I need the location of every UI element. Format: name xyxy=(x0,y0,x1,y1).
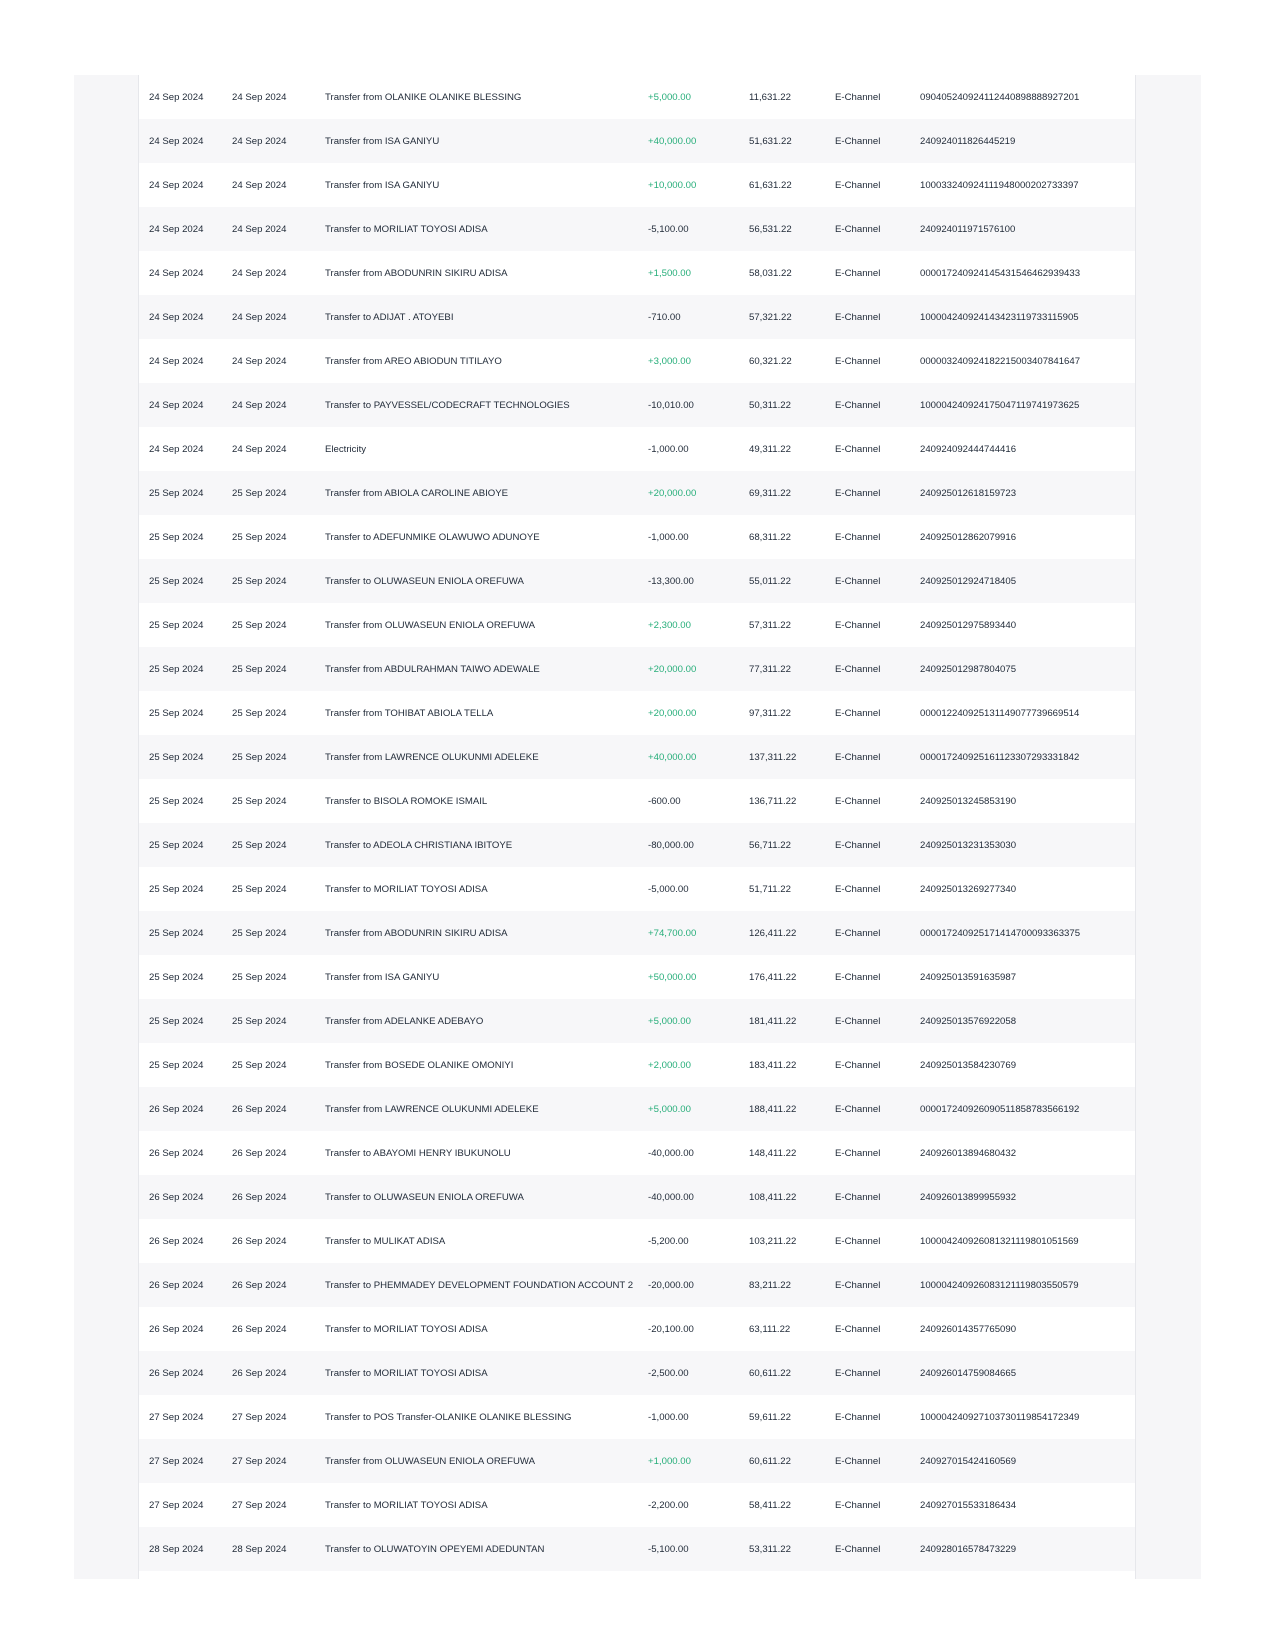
description: Transfer from ISA GANIYU xyxy=(325,971,440,983)
balance: 56,531.22 xyxy=(749,223,792,235)
description: Transfer from TOHIBAT ABIOLA TELLA xyxy=(325,707,494,719)
table-row xyxy=(139,603,1135,647)
table-row xyxy=(139,339,1135,383)
value-date: 26 Sep 2024 xyxy=(232,1103,287,1115)
channel: E-Channel xyxy=(835,487,881,499)
reference: 240926014357765090 xyxy=(920,1323,1017,1335)
table-row xyxy=(139,515,1135,559)
description: Transfer to OLUWASEUN ENIOLA OREFUWA xyxy=(325,575,524,587)
reference: 240927015533186434 xyxy=(920,1499,1017,1511)
transaction-date: 25 Sep 2024 xyxy=(149,619,204,631)
balance: 60,611.22 xyxy=(749,1455,791,1467)
transaction-date: 26 Sep 2024 xyxy=(149,1279,204,1291)
balance: 49,311.22 xyxy=(749,443,791,455)
transaction-date: 28 Sep 2024 xyxy=(149,1543,204,1555)
value-date: 25 Sep 2024 xyxy=(232,487,287,499)
value-date: 24 Sep 2024 xyxy=(232,223,287,235)
channel: E-Channel xyxy=(835,1499,881,1511)
table-row xyxy=(139,295,1135,339)
description: Transfer to MORILIAT TOYOSI ADISA xyxy=(325,1367,488,1379)
amount: -40,000.00 xyxy=(648,1191,694,1203)
table-row xyxy=(139,427,1135,471)
amount: -5,100.00 xyxy=(648,223,689,235)
channel: E-Channel xyxy=(835,575,881,587)
value-date: 24 Sep 2024 xyxy=(232,355,287,367)
table-row xyxy=(139,251,1135,295)
value-date: 27 Sep 2024 xyxy=(232,1499,287,1511)
description: Transfer to ADIJAT . ATOYEBI xyxy=(325,311,454,323)
value-date: 24 Sep 2024 xyxy=(232,311,287,323)
transaction-date: 27 Sep 2024 xyxy=(149,1455,204,1467)
table-row xyxy=(139,163,1135,207)
table-row xyxy=(139,383,1135,427)
channel: E-Channel xyxy=(835,795,881,807)
table-row xyxy=(139,691,1135,735)
transaction-date: 26 Sep 2024 xyxy=(149,1103,204,1115)
channel: E-Channel xyxy=(835,1455,881,1467)
reference: 240926013899955932 xyxy=(920,1191,1017,1203)
table-row xyxy=(139,75,1135,119)
reference: 090405240924112440898888927201 xyxy=(920,91,1080,103)
value-date: 25 Sep 2024 xyxy=(232,663,287,675)
table-row xyxy=(139,471,1135,515)
table-row xyxy=(139,559,1135,603)
reference: 100004240926083121119803550579 xyxy=(920,1279,1079,1291)
amount: +20,000.00 xyxy=(648,487,697,499)
value-date: 24 Sep 2024 xyxy=(232,267,287,279)
reference: 100004240924175047119741973625 xyxy=(920,399,1080,411)
reference: 240926013894680432 xyxy=(920,1147,1017,1159)
description: Transfer to ABAYOMI HENRY IBUKUNOLU xyxy=(325,1147,511,1159)
value-date: 25 Sep 2024 xyxy=(232,751,287,763)
statement-sheet xyxy=(138,75,1136,1579)
value-date: 26 Sep 2024 xyxy=(232,1147,287,1159)
amount: +5,000.00 xyxy=(648,1103,691,1115)
transaction-date: 26 Sep 2024 xyxy=(149,1367,204,1379)
description: Transfer from AREO ABIODUN TITILAYO xyxy=(325,355,502,367)
amount: -1,000.00 xyxy=(648,443,689,455)
reference: 100004240926081321119801051569 xyxy=(920,1235,1079,1247)
value-date: 27 Sep 2024 xyxy=(232,1411,287,1423)
description: Transfer from OLANIKE OLANIKE BLESSING xyxy=(325,91,522,103)
transaction-date: 25 Sep 2024 xyxy=(149,1015,204,1027)
value-date: 24 Sep 2024 xyxy=(232,135,287,147)
channel: E-Channel xyxy=(835,971,881,983)
channel: E-Channel xyxy=(835,355,881,367)
description: Transfer from ISA GANIYU xyxy=(325,179,440,191)
channel: E-Channel xyxy=(835,883,881,895)
table-row xyxy=(139,779,1135,823)
table-row xyxy=(139,1351,1135,1395)
table-row xyxy=(139,911,1135,955)
amount: -1,000.00 xyxy=(648,1411,689,1423)
transaction-date: 24 Sep 2024 xyxy=(149,311,204,323)
channel: E-Channel xyxy=(835,1235,881,1247)
table-row xyxy=(139,1043,1135,1087)
reference: 240925012924718405 xyxy=(920,575,1017,587)
balance: 11,631.22 xyxy=(749,91,791,103)
balance: 60,611.22 xyxy=(749,1367,791,1379)
balance: 58,031.22 xyxy=(749,267,792,279)
table-row xyxy=(139,207,1135,251)
transaction-date: 27 Sep 2024 xyxy=(149,1411,204,1423)
channel: E-Channel xyxy=(835,707,881,719)
description: Transfer from OLUWASEUN ENIOLA OREFUWA xyxy=(325,619,536,631)
reference: 240925012975893440 xyxy=(920,619,1017,631)
amount: +40,000.00 xyxy=(648,751,697,763)
table-row xyxy=(139,1483,1135,1527)
reference: 000017240925171414700093363375 xyxy=(920,927,1081,939)
value-date: 25 Sep 2024 xyxy=(232,575,287,587)
channel: E-Channel xyxy=(835,839,881,851)
reference: 100004240927103730119854172349 xyxy=(920,1411,1080,1423)
table-row xyxy=(139,955,1135,999)
channel: E-Channel xyxy=(835,751,881,763)
description: Transfer from LAWRENCE OLUKUNMI ADELEKE xyxy=(325,751,539,763)
reference: 000017240924145431546462939433 xyxy=(920,267,1081,279)
value-date: 24 Sep 2024 xyxy=(232,443,287,455)
transaction-date: 25 Sep 2024 xyxy=(149,1059,204,1071)
reference: 240925012618159723 xyxy=(920,487,1017,499)
amount: -40,000.00 xyxy=(648,1147,694,1159)
table-row xyxy=(139,867,1135,911)
balance: 53,311.22 xyxy=(749,1543,791,1555)
balance: 103,211.22 xyxy=(749,1235,797,1247)
channel: E-Channel xyxy=(835,1147,881,1159)
table-row xyxy=(139,1219,1135,1263)
amount: +1,000.00 xyxy=(648,1455,691,1467)
transaction-date: 25 Sep 2024 xyxy=(149,707,204,719)
balance: 55,011.22 xyxy=(749,575,791,587)
transaction-date: 24 Sep 2024 xyxy=(149,443,204,455)
amount: -710.00 xyxy=(648,311,681,323)
description: Electricity xyxy=(325,443,367,455)
amount: -5,200.00 xyxy=(648,1235,689,1247)
table-row xyxy=(139,823,1135,867)
balance: 77,311.22 xyxy=(749,663,791,675)
description: Transfer from LAWRENCE OLUKUNMI ADELEKE xyxy=(325,1103,539,1115)
value-date: 25 Sep 2024 xyxy=(232,839,287,851)
description: Transfer from ABDULRAHMAN TAIWO ADEWALE xyxy=(325,663,540,675)
transaction-date: 24 Sep 2024 xyxy=(149,179,204,191)
amount: +20,000.00 xyxy=(648,663,697,675)
table-row xyxy=(139,1527,1135,1571)
transaction-date: 24 Sep 2024 xyxy=(149,267,204,279)
description: Transfer to ADEOLA CHRISTIANA IBITOYE xyxy=(325,839,513,851)
description: Transfer from ABIOLA CAROLINE ABIOYE xyxy=(325,487,509,499)
transaction-date: 25 Sep 2024 xyxy=(149,883,204,895)
reference: 240925012987804075 xyxy=(920,663,1017,675)
balance: 69,311.22 xyxy=(749,487,791,499)
value-date: 25 Sep 2024 xyxy=(232,971,287,983)
reference: 240927015424160569 xyxy=(920,1455,1017,1467)
reference: 240925013231353030 xyxy=(920,839,1017,851)
description: Transfer to OLUWASEUN ENIOLA OREFUWA xyxy=(325,1191,524,1203)
channel: E-Channel xyxy=(835,91,881,103)
channel: E-Channel xyxy=(835,1015,881,1027)
balance: 148,411.22 xyxy=(749,1147,797,1159)
description: Transfer to MORILIAT TOYOSI ADISA xyxy=(325,883,488,895)
transaction-date: 25 Sep 2024 xyxy=(149,531,204,543)
description: Transfer to MORILIAT TOYOSI ADISA xyxy=(325,223,488,235)
channel: E-Channel xyxy=(835,267,881,279)
value-date: 25 Sep 2024 xyxy=(232,1015,287,1027)
amount: -5,000.00 xyxy=(648,883,689,895)
description: Transfer to BISOLA ROMOKE ISMAIL xyxy=(325,795,488,807)
amount: -20,000.00 xyxy=(648,1279,694,1291)
amount: +20,000.00 xyxy=(648,707,697,719)
channel: E-Channel xyxy=(835,179,881,191)
value-date: 26 Sep 2024 xyxy=(232,1235,287,1247)
transaction-date: 25 Sep 2024 xyxy=(149,575,204,587)
channel: E-Channel xyxy=(835,1367,881,1379)
balance: 183,411.22 xyxy=(749,1059,797,1071)
balance: 61,631.22 xyxy=(749,179,792,191)
amount: -10,010.00 xyxy=(648,399,694,411)
description: Transfer to PHEMMADEY DEVELOPMENT FOUNDATION ACCOUNT 2 xyxy=(325,1279,634,1291)
amount: +5,000.00 xyxy=(648,91,691,103)
transaction-date: 24 Sep 2024 xyxy=(149,135,204,147)
balance: 57,321.22 xyxy=(749,311,792,323)
channel: E-Channel xyxy=(835,223,881,235)
description: Transfer to MULIKAT ADISA xyxy=(325,1235,446,1247)
reference: 240925013591635987 xyxy=(920,971,1017,983)
description: Transfer from ISA GANIYU xyxy=(325,135,440,147)
channel: E-Channel xyxy=(835,1543,881,1555)
value-date: 26 Sep 2024 xyxy=(232,1279,287,1291)
balance: 56,711.22 xyxy=(749,839,791,851)
table-row xyxy=(139,1439,1135,1483)
channel: E-Channel xyxy=(835,1279,881,1291)
amount: -1,000.00 xyxy=(648,531,689,543)
transaction-date: 24 Sep 2024 xyxy=(149,355,204,367)
value-date: 24 Sep 2024 xyxy=(232,91,287,103)
balance: 50,311.22 xyxy=(749,399,791,411)
description: Transfer to PAYVESSEL/CODECRAFT TECHNOLOGIES xyxy=(325,399,570,411)
balance: 68,311.22 xyxy=(749,531,791,543)
reference: 000003240924182215003407841647 xyxy=(920,355,1081,367)
balance: 51,711.22 xyxy=(749,883,791,895)
transaction-date: 25 Sep 2024 xyxy=(149,927,204,939)
table-row xyxy=(139,1263,1135,1307)
transaction-date: 26 Sep 2024 xyxy=(149,1235,204,1247)
channel: E-Channel xyxy=(835,927,881,939)
reference: 100004240924143423119733115905 xyxy=(920,311,1079,323)
balance: 58,411.22 xyxy=(749,1499,791,1511)
amount: -5,100.00 xyxy=(648,1543,689,1555)
table-row xyxy=(139,1131,1135,1175)
balance: 59,611.22 xyxy=(749,1411,791,1423)
value-date: 25 Sep 2024 xyxy=(232,707,287,719)
balance: 136,711.22 xyxy=(749,795,797,807)
table-row xyxy=(139,1087,1135,1131)
transaction-date: 26 Sep 2024 xyxy=(149,1323,204,1335)
transaction-date: 24 Sep 2024 xyxy=(149,91,204,103)
balance: 181,411.22 xyxy=(749,1015,797,1027)
description: Transfer to ADEFUNMIKE OLAWUWO ADUNOYE xyxy=(325,531,540,543)
balance: 51,631.22 xyxy=(749,135,792,147)
channel: E-Channel xyxy=(835,1191,881,1203)
transaction-date: 24 Sep 2024 xyxy=(149,399,204,411)
balance: 108,411.22 xyxy=(749,1191,797,1203)
channel: E-Channel xyxy=(835,1103,881,1115)
transaction-date: 26 Sep 2024 xyxy=(149,1191,204,1203)
reference: 000012240925131149077739669514 xyxy=(920,707,1080,719)
transaction-date: 25 Sep 2024 xyxy=(149,795,204,807)
amount: -2,500.00 xyxy=(648,1367,689,1379)
channel: E-Channel xyxy=(835,1059,881,1071)
balance: 97,311.22 xyxy=(749,707,791,719)
table-row xyxy=(139,1175,1135,1219)
balance: 83,211.22 xyxy=(749,1279,791,1291)
reference: 240925013584230769 xyxy=(920,1059,1017,1071)
reference: 240925013576922058 xyxy=(920,1015,1017,1027)
channel: E-Channel xyxy=(835,311,881,323)
balance: 126,411.22 xyxy=(749,927,797,939)
table-row xyxy=(139,735,1135,779)
reference: 000017240925161123307293331842 xyxy=(920,751,1080,763)
reference: 240926014759084665 xyxy=(920,1367,1017,1379)
channel: E-Channel xyxy=(835,1323,881,1335)
amount: +40,000.00 xyxy=(648,135,697,147)
channel: E-Channel xyxy=(835,1411,881,1423)
transaction-date: 25 Sep 2024 xyxy=(149,971,204,983)
description: Transfer from ADELANKE ADEBAYO xyxy=(325,1015,484,1027)
description: Transfer from ABODUNRIN SIKIRU ADISA xyxy=(325,927,508,939)
transaction-date: 25 Sep 2024 xyxy=(149,751,204,763)
balance: 63,111.22 xyxy=(749,1323,791,1335)
description: Transfer to OLUWATOYIN OPEYEMI ADEDUNTAN xyxy=(325,1543,545,1555)
value-date: 26 Sep 2024 xyxy=(232,1323,287,1335)
amount: +2,000.00 xyxy=(648,1059,691,1071)
amount: +50,000.00 xyxy=(648,971,697,983)
amount: +10,000.00 xyxy=(648,179,697,191)
amount: +3,000.00 xyxy=(648,355,691,367)
table-row xyxy=(139,999,1135,1043)
amount: +1,500.00 xyxy=(648,267,691,279)
amount: -600.00 xyxy=(648,795,681,807)
reference: 240925013269277340 xyxy=(920,883,1017,895)
value-date: 24 Sep 2024 xyxy=(232,179,287,191)
description: Transfer to MORILIAT TOYOSI ADISA xyxy=(325,1499,488,1511)
transaction-date: 25 Sep 2024 xyxy=(149,663,204,675)
reference: 240924092444744416 xyxy=(920,443,1017,455)
transaction-date: 27 Sep 2024 xyxy=(149,1499,204,1511)
value-date: 25 Sep 2024 xyxy=(232,883,287,895)
description: Transfer from OLUWASEUN ENIOLA OREFUWA xyxy=(325,1455,536,1467)
value-date: 25 Sep 2024 xyxy=(232,795,287,807)
channel: E-Channel xyxy=(835,443,881,455)
amount: +74,700.00 xyxy=(648,927,697,939)
description: Transfer from BOSEDE OLANIKE OMONIYI xyxy=(325,1059,514,1071)
value-date: 25 Sep 2024 xyxy=(232,619,287,631)
reference: 240924011971576100 xyxy=(920,223,1016,235)
description: Transfer to MORILIAT TOYOSI ADISA xyxy=(325,1323,488,1335)
balance: 188,411.22 xyxy=(749,1103,797,1115)
channel: E-Channel xyxy=(835,663,881,675)
transaction-date: 24 Sep 2024 xyxy=(149,223,204,235)
amount: -13,300.00 xyxy=(648,575,694,587)
table-row xyxy=(139,119,1135,163)
transaction-date: 25 Sep 2024 xyxy=(149,487,204,499)
value-date: 26 Sep 2024 xyxy=(232,1367,287,1379)
amount: +5,000.00 xyxy=(648,1015,691,1027)
table-row xyxy=(139,647,1135,691)
amount: -20,100.00 xyxy=(648,1323,694,1335)
balance: 137,311.22 xyxy=(749,751,797,763)
reference: 240928016578473229 xyxy=(920,1543,1017,1555)
reference: 240925013245853190 xyxy=(920,795,1017,807)
value-date: 25 Sep 2024 xyxy=(232,1059,287,1071)
channel: E-Channel xyxy=(835,531,881,543)
table-row xyxy=(139,1307,1135,1351)
value-date: 25 Sep 2024 xyxy=(232,531,287,543)
reference: 240924011826445219 xyxy=(920,135,1016,147)
reference: 000017240926090511858783566192 xyxy=(920,1103,1080,1115)
balance: 60,321.22 xyxy=(749,355,792,367)
reference: 100033240924111948000202733397 xyxy=(920,179,1079,191)
channel: E-Channel xyxy=(835,619,881,631)
transactions-table xyxy=(139,75,1135,1571)
balance: 57,311.22 xyxy=(749,619,791,631)
reference: 240925012862079916 xyxy=(920,531,1017,543)
amount: +2,300.00 xyxy=(648,619,691,631)
value-date: 24 Sep 2024 xyxy=(232,399,287,411)
value-date: 26 Sep 2024 xyxy=(232,1191,287,1203)
channel: E-Channel xyxy=(835,135,881,147)
description: Transfer to POS Transfer-OLANIKE OLANIKE BLESSING xyxy=(325,1411,572,1423)
transaction-date: 25 Sep 2024 xyxy=(149,839,204,851)
value-date: 25 Sep 2024 xyxy=(232,927,287,939)
transaction-date: 26 Sep 2024 xyxy=(149,1147,204,1159)
value-date: 28 Sep 2024 xyxy=(232,1543,287,1555)
amount: -2,200.00 xyxy=(648,1499,689,1511)
value-date: 27 Sep 2024 xyxy=(232,1455,287,1467)
balance: 176,411.22 xyxy=(749,971,797,983)
table-row xyxy=(139,1395,1135,1439)
amount: -80,000.00 xyxy=(648,839,694,851)
description: Transfer from ABODUNRIN SIKIRU ADISA xyxy=(325,267,508,279)
channel: E-Channel xyxy=(835,399,881,411)
